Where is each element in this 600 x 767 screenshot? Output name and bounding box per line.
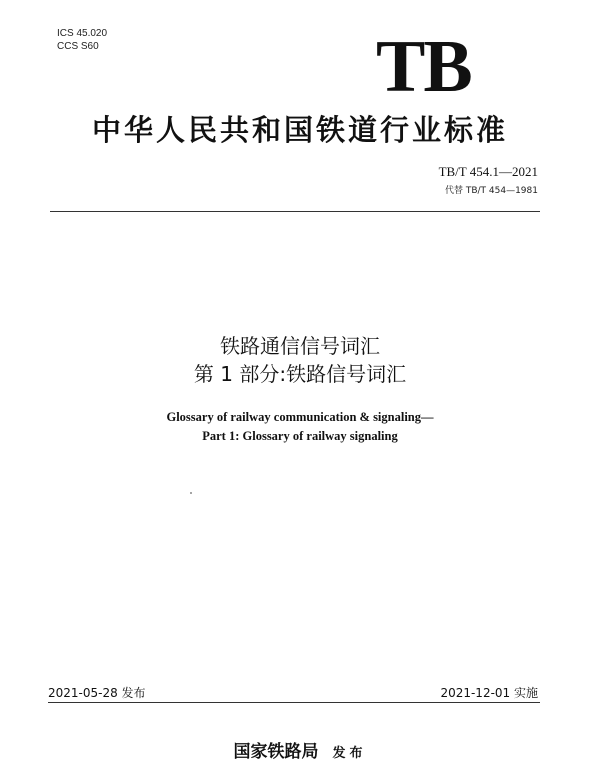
publisher-line bbox=[0, 737, 600, 762]
scan-speck bbox=[190, 492, 192, 494]
issue-date: 2021-05-28 发布 bbox=[48, 686, 146, 700]
english-title-line-1: Glossary of railway communication & signaling— bbox=[166, 410, 434, 424]
tb-logo: TB bbox=[376, 26, 471, 108]
standard-number: TB/T 454.1—2021 bbox=[438, 164, 538, 179]
publisher-name: 国家铁路局 bbox=[233, 742, 319, 762]
chinese-title-line-1: 铁路通信信号词汇 bbox=[220, 334, 380, 358]
ccs-code: CCS S60 bbox=[57, 41, 99, 52]
chinese-title bbox=[0, 332, 600, 388]
english-title-line-2: Part 1: Glossary of railway signaling bbox=[202, 429, 398, 443]
chinese-title-line-2: 第 1 部分:铁路信号词汇 bbox=[193, 362, 407, 386]
english-title bbox=[0, 408, 600, 446]
ics-code: ICS 45.020 bbox=[57, 28, 108, 39]
top-divider bbox=[50, 211, 540, 212]
implementation-date: 2021-12-01 实施 bbox=[440, 686, 538, 700]
bottom-divider bbox=[48, 702, 540, 703]
classification-codes bbox=[57, 27, 107, 53]
standard-type-heading: 中华人民共和国铁道行业标准 bbox=[91, 113, 508, 147]
replaces-standard: 代替 TB/T 454—1981 bbox=[444, 186, 538, 196]
publisher-suffix: 发布 bbox=[332, 746, 367, 761]
